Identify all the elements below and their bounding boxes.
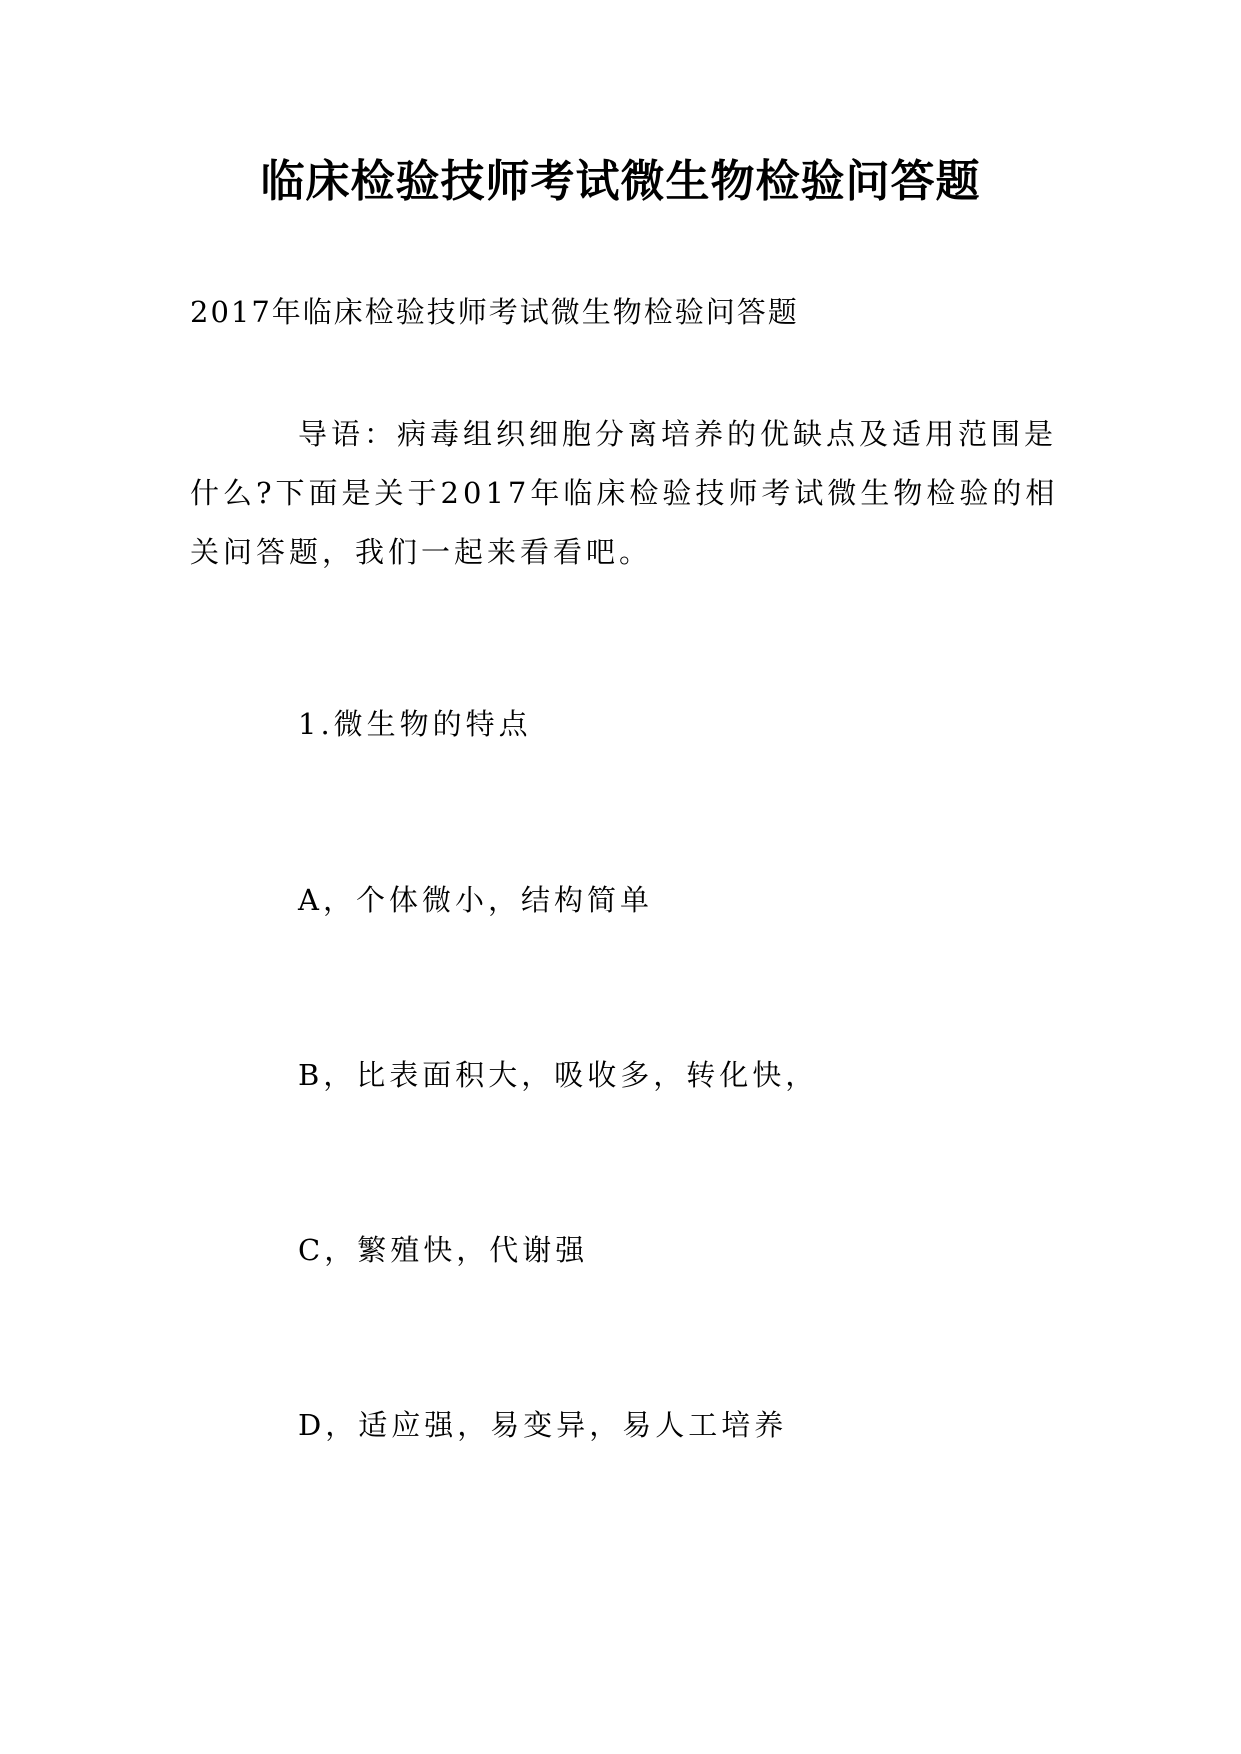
document-subtitle: 2017年临床检验技师考试微生物检验问答题 [190, 295, 799, 329]
question-1-option-c: C，繁殖快，代谢强 [298, 1233, 589, 1267]
question-1-option-a: A，个体微小，结构简单 [298, 883, 653, 917]
question-1-option-d: D，适应强，易变异，易人工培养 [298, 1408, 788, 1442]
question-1-option-b: B，比表面积大，吸收多，转化快， [298, 1058, 819, 1092]
document-title: 临床检验技师考试微生物检验问答题 [260, 156, 981, 207]
question-1-stem: 1.微生物的特点 [298, 707, 532, 741]
intro-paragraph: 导语：病毒组织细胞分离培养的优缺点及适用范围是什么?下面是关于2017年临床检验技师考试微生物检验的相关问答题，我们一起来看看吧。 [190, 417, 1059, 569]
